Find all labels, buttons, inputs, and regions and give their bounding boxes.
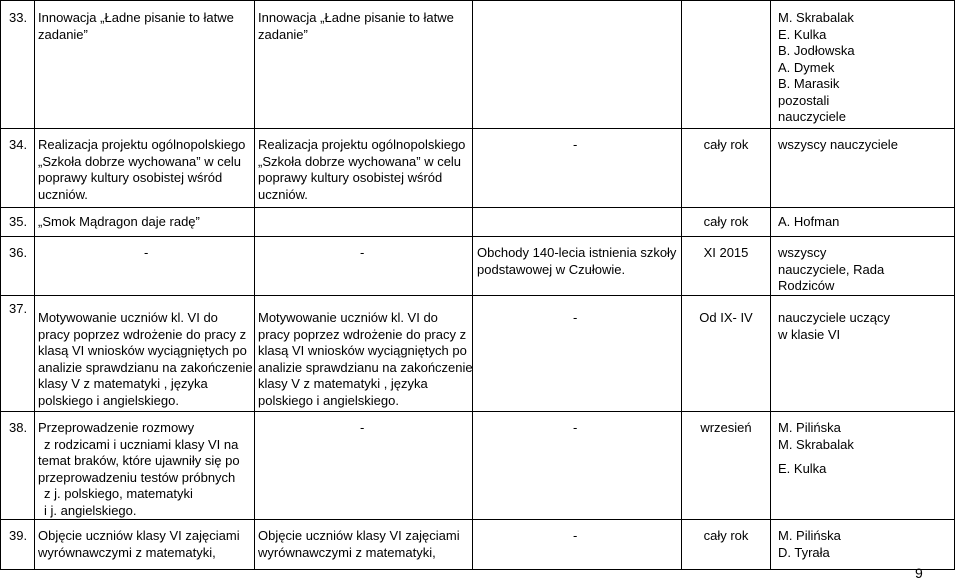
description-dash: - [360, 245, 365, 260]
method-dash: - [573, 420, 578, 435]
responsible-persons: M. Skrabalak E. Kulka B. Jodłowska A. Dymek B. Marasik pozostali nauczyciele [778, 10, 855, 124]
task-title: Innowacja „Ładne pisanie to łatwe zadanie” [38, 10, 234, 42]
responsible-persons: nauczyciele uczący w klasie VI [778, 310, 890, 342]
responsible-persons: wszyscy nauczyciele [778, 137, 898, 152]
row-number: 34. [9, 137, 28, 152]
task-title: Przeprowadzenie rozmowy z rodzicami i uczniami klasy VI na temat braków, które ujawniły się po przeprowadzeniu testów próbnych z j. polskiego, matematyki i j. angielskiego. [38, 420, 240, 518]
responsible-persons: wszyscy nauczyciele, Rada Rodziców [778, 245, 885, 293]
row-number: 39. [9, 528, 28, 543]
col-line [34, 0, 35, 570]
term: cały rok [703, 137, 749, 152]
term: cały rok [703, 214, 749, 229]
term: XI 2015 [703, 245, 749, 260]
responsible-persons: M. Pilińska M. Skrabalak E. Kulka [778, 420, 854, 476]
task-title: „Smok Mądragon daje radę” [38, 214, 200, 229]
row-line [0, 295, 955, 296]
task-description: Objęcie uczniów klasy VI zajęciami wyrównawczymi z matematyki, [258, 528, 460, 560]
col-line [472, 0, 473, 570]
col-line [0, 0, 1, 570]
task-title: Realizacja projektu ogólnopolskiego „Szkoła dobrze wychowana” w celu poprawy kultury osobistej wśród uczniów. [38, 137, 246, 202]
task-description: Innowacja „Ładne pisanie to łatwe zadanie” [258, 10, 454, 42]
col-line [770, 0, 771, 570]
row-number: 33. [9, 10, 28, 25]
row-line [0, 236, 955, 237]
responsible-persons: M. Pilińska D. Tyrała [778, 528, 841, 560]
method: Obchody 140-lecia istnienia szkoły podstawowej w Czułowie. [477, 245, 677, 277]
method-dash: - [573, 528, 578, 543]
row-line [0, 569, 955, 570]
term: Od IX- IV [699, 310, 753, 325]
row-line [0, 519, 955, 520]
task-title: Motywowanie uczniów kl. VI do pracy poprzez wdrożenie do pracy z klasą VI wniosków wyciągniętych po analizie sprawdzianu na zakończenie klasy V z matematyki , języka polskiego i angielskiego. [38, 310, 253, 408]
term: cały rok [703, 528, 749, 543]
col-line [254, 0, 255, 570]
row-number: 38. [9, 420, 28, 435]
method-dash: - [573, 310, 578, 325]
row-line [0, 128, 955, 129]
method-dash: - [573, 137, 578, 152]
page-number: 9 [915, 565, 923, 581]
description-dash: - [360, 420, 365, 435]
task-dash: - [144, 245, 149, 260]
row-line [0, 207, 955, 208]
term: wrzesień [700, 420, 752, 435]
responsible-persons: A. Hofman [778, 214, 840, 229]
task-description: Realizacja projektu ogólnopolskiego „Szkoła dobrze wychowana” w celu poprawy kultury osobistej wśród uczniów. [258, 137, 466, 202]
row-number: 36. [9, 245, 28, 260]
task-title: Objęcie uczniów klasy VI zajęciami wyrównawczymi z matematyki, [38, 528, 240, 560]
row-line [0, 0, 955, 1]
row-line [0, 411, 955, 412]
row-number: 37. [9, 301, 28, 316]
col-line [954, 0, 955, 570]
col-line [681, 0, 682, 570]
row-number: 35. [9, 214, 28, 229]
task-description: Motywowanie uczniów kl. VI do pracy poprzez wdrożenie do pracy z klasą VI wniosków wyciągniętych po analizie sprawdzianu na zakończenie klasy V z matematyki , języka polskiego i angielskiego. [258, 310, 473, 408]
